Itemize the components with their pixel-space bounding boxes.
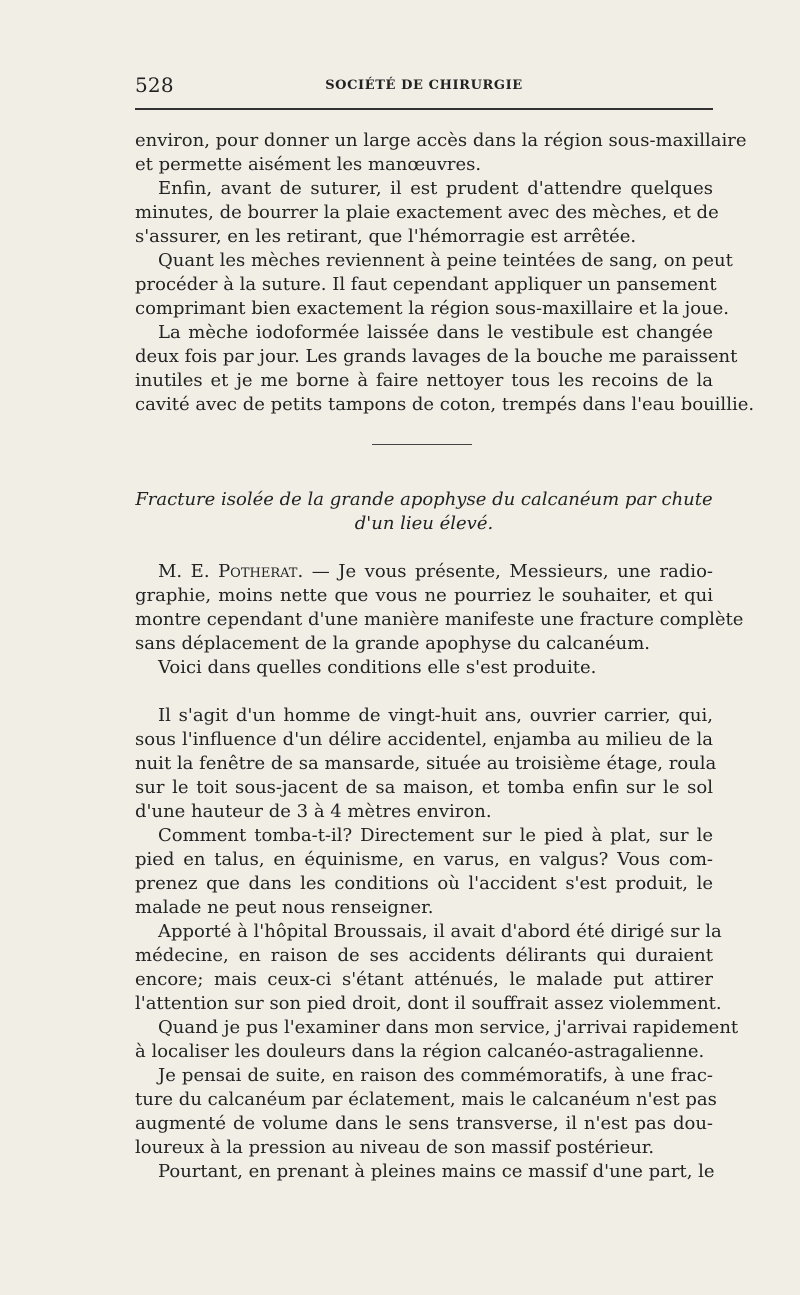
text-span: — Je vous présente, Messieurs, une radio- bbox=[303, 561, 713, 582]
text-line: pied en talus, en équinisme, en varus, en valgus? Vous com- bbox=[135, 849, 713, 870]
text-line: et permette aisément les manœuvres. bbox=[135, 154, 482, 175]
paragraph-gap bbox=[135, 680, 713, 704]
text-line: sous l'influence d'un délire accidentel, enjamba au milieu de la bbox=[135, 729, 713, 750]
text-line: s'assurer, en les retirant, que l'hémorragie est arrêtée. bbox=[135, 226, 637, 247]
text-line: sur le toit sous-jacent de sa maison, et tomba enfin sur le sol bbox=[135, 777, 713, 798]
text-line: montre cependant d'une manière manifeste une fracture complète bbox=[135, 609, 744, 630]
section-title-line: d'un lieu élevé. bbox=[354, 513, 494, 534]
section-divider bbox=[372, 444, 472, 445]
text-line: graphie, moins nette que vous ne pourriez le souhaiter, et qui bbox=[135, 585, 713, 606]
text-line: augmenté de volume dans le sens transverse, il n'est pas dou- bbox=[135, 1113, 713, 1134]
text-line: environ, pour donner un large accès dans la région sous-maxillaire bbox=[135, 130, 747, 151]
journal-title: SOCIÉTÉ DE CHIRURGIE bbox=[325, 78, 523, 93]
section-title-line: Fracture isolée de la grande apophyse du calcanéum par chute bbox=[135, 489, 713, 510]
section-title bbox=[135, 488, 713, 536]
text-line: malade ne peut nous renseigner. bbox=[135, 897, 434, 918]
text-line: Quand je pus l'examiner dans mon service, j'arrivai rapidement bbox=[158, 1017, 739, 1038]
header-rule bbox=[135, 108, 713, 110]
text-line: Apporté à l'hôpital Broussais, il avait d'abord été dirigé sur la bbox=[158, 921, 722, 942]
text-line: Il s'agit d'un homme de vingt-huit ans, ouvrier carrier, qui, bbox=[158, 705, 713, 726]
text-line: Pourtant, en prenant à pleines mains ce massif d'une part, le bbox=[158, 1161, 715, 1182]
text-block-upper bbox=[135, 129, 755, 417]
text-line: d'une hauteur de 3 à 4 mètres environ. bbox=[135, 801, 492, 822]
text-line: cavité avec de petits tampons de coton, trempés dans l'eau bouillie. bbox=[135, 394, 755, 415]
text-line: Voici dans quelles conditions elle s'est produite. bbox=[158, 657, 597, 678]
text-line: minutes, de bourrer la plaie exactement avec des mèches, et de bbox=[135, 202, 719, 223]
text-line: Quant les mèches reviennent à peine teintées de sang, on peut bbox=[158, 250, 733, 271]
text-line: Enfin, avant de suturer, il est prudent d'attendre quelques bbox=[158, 178, 713, 199]
text-block-lower bbox=[135, 560, 744, 1184]
text-line: nuit la fenêtre de sa mansarde, située au troisième étage, roula bbox=[135, 753, 717, 774]
text-line: inutiles et je me borne à faire nettoyer tous les recoins de la bbox=[135, 370, 713, 391]
text-line: Je pensai de suite, en raison des commémoratifs, à une frac- bbox=[158, 1065, 713, 1086]
text-line: sans déplacement de la grande apophyse du calcanéum. bbox=[135, 633, 650, 654]
text-line: procéder à la suture. Il faut cependant appliquer un pansement bbox=[135, 274, 717, 295]
text-line: loureux à la pression au niveau de son massif postérieur. bbox=[135, 1137, 655, 1158]
page-number: 528 bbox=[135, 73, 174, 97]
text-line: prenez que dans les conditions où l'accident s'est produit, le bbox=[135, 873, 713, 894]
text-line: Comment tomba-t-il? Directement sur le pied à plat, sur le bbox=[158, 825, 713, 846]
text-line bbox=[135, 560, 713, 584]
text-line: deux fois par jour. Les grands lavages de la bouche me paraissent bbox=[135, 346, 738, 367]
text-line: médecine, en raison de ses accidents délirants qui duraient bbox=[135, 945, 713, 966]
text-line: ture du calcanéum par éclatement, mais le calcanéum n'est pas bbox=[135, 1089, 717, 1110]
text-line: La mèche iodoformée laissée dans le vestibule est changée bbox=[158, 322, 713, 343]
text-line: comprimant bien exactement la région sous-maxillaire et la joue. bbox=[135, 298, 730, 319]
author-name: M. E. Potherat. bbox=[158, 561, 304, 582]
text-line: l'attention sur son pied droit, dont il souffrait assez violemment. bbox=[135, 993, 722, 1014]
text-line: à localiser les douleurs dans la région calcanéo-astragalienne. bbox=[135, 1041, 705, 1062]
running-head bbox=[135, 73, 713, 97]
text-line: encore; mais ceux-ci s'étant atténués, le malade put attirer bbox=[135, 969, 713, 990]
